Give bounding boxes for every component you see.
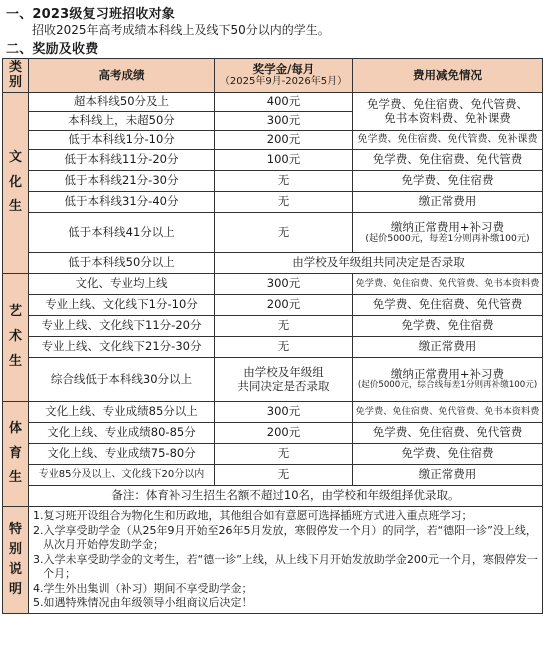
score-cell: 专业上线、文化线下1分-10分: [29, 295, 215, 316]
fees-cell: 免学费、免住宿费、免代管费、免书本资料费: [353, 402, 543, 423]
table-row: [3, 93, 543, 112]
fees-cell: 缴纳正常费用+补习费 (起价5000元，综合线每差1分则再补缴100元): [353, 358, 543, 402]
table-row: [3, 253, 543, 274]
amount-cell: 200元: [215, 131, 353, 150]
score-cell: 低于本科线21分-30分: [29, 171, 215, 192]
header-score: 高考成绩: [29, 59, 215, 93]
table-row: [3, 358, 543, 402]
table-row: [3, 171, 543, 192]
score-cell: 低于本科线1分-10分: [29, 131, 215, 150]
section1-text: 招收2025年高考成绩本科线上及线下50分以内的学生。: [32, 23, 330, 37]
score-cell: 低于本科线31分-40分: [29, 192, 215, 213]
amount-cell: 无: [215, 192, 353, 213]
note-item: 4.学生外出集训（补习）期间不享受助学金；: [33, 581, 253, 595]
fees-cell: 免学费、免住宿费、免代管费: [353, 423, 543, 444]
category-notes: 特 别 说 明: [3, 507, 29, 614]
table-row: [3, 465, 543, 486]
fees-cell: 免学费、免住宿费、免代管费、免补课费: [353, 131, 543, 150]
amount-cell: 由学校及年级组 共同决定是否录取: [215, 358, 353, 402]
table-row: [3, 192, 543, 213]
amount-cell: 200元: [215, 295, 353, 316]
score-cell: 本科线上，未超50分: [29, 112, 215, 131]
amount-cell: 无: [215, 444, 353, 465]
fees-cell: 缴正常费用: [353, 192, 543, 213]
section2-title: 二、奖励及收费: [6, 42, 99, 57]
note-item: 3.入学未享受助学金的文考生，若“德一诊”上线，从上线下月开始发放助学金200元一个月，寒假停发一个月；: [33, 552, 538, 581]
score-cell: 专业85分及以上、文化线下20分以内: [29, 465, 215, 486]
amount-cell: 300元: [215, 402, 353, 423]
amount-cell: 无: [215, 316, 353, 337]
sports-remark: 备注：体育补习生招生名额不超过10名，由学校和年级组择优录取。: [29, 486, 543, 507]
fees-cell: 免学费、免住宿费: [353, 316, 543, 337]
score-cell: 低于本科线11分-20分: [29, 150, 215, 171]
score-cell: 文化、专业均上线: [29, 274, 215, 295]
score-cell: 低于本科线50分以上: [29, 253, 215, 274]
table-row: [3, 295, 543, 316]
fees-cell: 免学费、免住宿费、免代管费: [353, 150, 543, 171]
score-cell: 专业上线、文化线下11分-20分: [29, 316, 215, 337]
amount-cell: 无: [215, 337, 353, 358]
category-art: 艺 术 生: [3, 274, 29, 402]
score-cell: 低于本科线41分以上: [29, 213, 215, 253]
fees-cell: 免学费、免住宿费: [353, 444, 543, 465]
table-row: [3, 274, 543, 295]
fees-cell: 缴正常费用: [353, 337, 543, 358]
fees-cell: 缴纳正常费用+补习费 (起价5000元，每差1分则再补缴100元): [353, 213, 543, 253]
table-row: [3, 131, 543, 150]
table-row: [3, 423, 543, 444]
category-sports: 体 育 生: [3, 402, 29, 507]
score-cell: 综合线低于本科线30分以上: [29, 358, 215, 402]
header-scholarship: 奖学金/每月 （2025年9月-2026年5月）: [215, 59, 353, 93]
amount-cell: 400元: [215, 93, 353, 112]
score-cell: 专业上线、文化线下21分-30分: [29, 337, 215, 358]
fees-cell: 免学费、免住宿费、免代管费、 免书本资料费、免补课费: [353, 93, 543, 131]
section1-title: 一、2023级复习班招收对象: [6, 7, 175, 22]
category-culture: 文 化 生: [3, 93, 29, 274]
amount-cell: 无: [215, 213, 353, 253]
fees-cell: 免学费、免住宿费、免代管费: [353, 295, 543, 316]
fee-table: [2, 58, 543, 614]
amount-cell: 300元: [215, 274, 353, 295]
score-cell: 超本科线50分及上: [29, 93, 215, 112]
header-fees: 费用减免情况: [353, 59, 543, 93]
merged-decision-cell: 由学校及年级组共同决定是否录取: [215, 253, 543, 274]
fees-cell: 缴正常费用: [353, 465, 543, 486]
table-row: [3, 316, 543, 337]
table-row: [3, 486, 543, 507]
amount-cell: 无: [215, 465, 353, 486]
notes-row: [3, 507, 543, 614]
amount-cell: 300元: [215, 112, 353, 131]
note-item: 1.复习班开设组合为物化生和历政地，其他组合如有意愿可选择插班方式进入重点班学习；: [33, 509, 473, 522]
note-item: 2.入学享受助学金（从25年9月开始至26年5月发放，寒假停发一个月）的同学，若“德阳一诊”没上线，从次月开始停发助学金；: [33, 523, 537, 552]
amount-cell: 200元: [215, 423, 353, 444]
score-cell: 文化上线、专业成绩80-85分: [29, 423, 215, 444]
score-cell: 文化上线、专业成绩75-80分: [29, 444, 215, 465]
note-item: 5.如遇特殊情况由年级领导小组商议后决定！: [33, 596, 253, 610]
notes-content: [29, 507, 543, 614]
table-row: [3, 213, 543, 253]
amount-cell: 无: [215, 171, 353, 192]
table-row: [3, 444, 543, 465]
table-row: [3, 337, 543, 358]
header-category: 类 别: [3, 59, 29, 93]
fees-cell: 免学费、免住宿费、免代管费、免书本资料费: [353, 274, 543, 295]
table-header-row: [3, 59, 543, 93]
fees-cell: 免学费、免住宿费: [353, 171, 543, 192]
amount-cell: 100元: [215, 150, 353, 171]
table-row: [3, 150, 543, 171]
score-cell: 文化上线、专业成绩85分以上: [29, 402, 215, 423]
table-row: [3, 402, 543, 423]
